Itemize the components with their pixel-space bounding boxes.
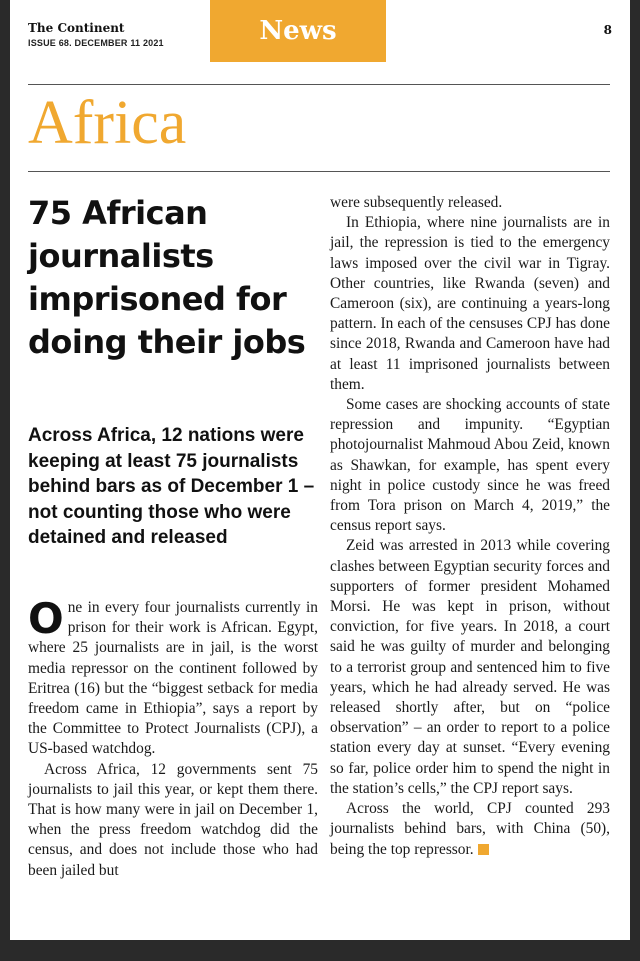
paragraph: In Ethiopia, where nine journalists are in jail, the repression is tied to the emergency laws imposed over the civil war in Tigray. Other countries, like Rwanda (seven) and Cameroon (six), are continuing a years-long pattern. In each of the censuses CPJ has done since 2018, Rwanda and Cameroon have had at least 11 imprisoned journalists between them. xyxy=(330,214,610,393)
end-of-article-square-icon xyxy=(478,844,489,855)
section-tab: News xyxy=(210,0,386,62)
paragraph: Some cases are shocking accounts of state repression and impunity. “Egyptian photojournalist Mahmoud Abou Zeid, known as Shawkan, for example, has spent every night in police custody since he was freed from Tora prison on March 4, 2019,” the census report says. xyxy=(330,396,610,535)
paragraph xyxy=(28,594,318,760)
drop-cap: O xyxy=(28,594,64,643)
paragraph-final xyxy=(330,799,610,860)
page-number: 8 xyxy=(603,23,612,37)
article-standfirst: Across Africa, 12 nations were keeping at least 75 journalists behind bars as of December 1 – not counting those who were detained and released xyxy=(28,425,315,548)
top-divider xyxy=(28,84,610,85)
paragraph: Across Africa, 12 governments sent 75 journalists to jail this year, or kept them there. That is how many were in jail on December 1, when the press freedom watchdog did the census, and does not include those who had been jailed but xyxy=(28,760,318,879)
magazine-page xyxy=(10,0,630,940)
issue-date: ISSUE 68. DECEMBER 11 2021 xyxy=(28,38,164,48)
paragraph: Zeid was arrested in 2013 while covering clashes between Egyptian security forces and supporters of former president Mohamed Morsi. He was kept in prison, without conviction, for five years. In 2018, a court said he was guilty of murder and belonging to a terrorist group and sentenced him to five years, which he had already served. He was released shortly after, but on “police observation” – an order to report to a police station every day at sunset. “Every evening so far, police order him to spend the night in the station’s cells,” the CPJ report says. xyxy=(330,537,610,797)
region-divider xyxy=(28,171,610,172)
paragraph-text: ne in every four journalists currently in prison for their work is African. Egypt, where 25 journalists are in jail, is the worst media repressor on the continent followed by Eritrea (16) but the “biggest setback for media freedom came in Ethiopia”, says a report by the Committee to Protect Journalists (CPJ), a US-based watchdog. xyxy=(28,599,318,758)
paragraph-text: Across the world, CPJ counted 293 journalists behind bars, with China (50), being the top repressor. xyxy=(330,800,610,858)
article-column-left xyxy=(28,594,318,881)
region-heading: Africa xyxy=(28,89,187,157)
paragraph-continued: were subsequently released. xyxy=(330,194,503,211)
article-column-right xyxy=(330,193,610,860)
article-headline: 75 African journalists imprisoned for doing their jobs xyxy=(28,194,306,361)
publication-name: The Continent xyxy=(28,21,125,35)
